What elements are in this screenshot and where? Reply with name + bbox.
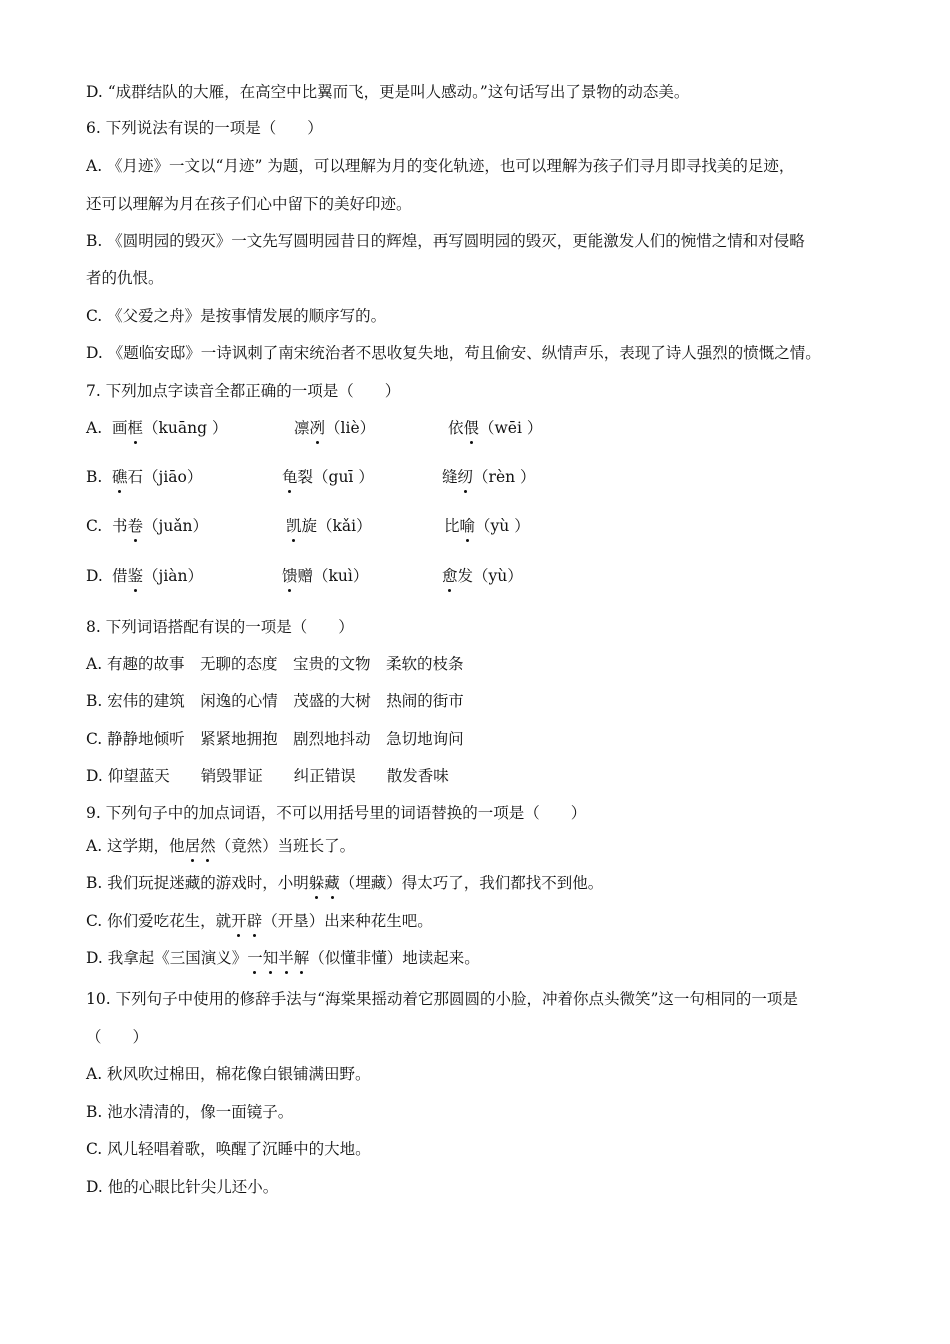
question-6-option-c: C. 《父爱之舟》是按事情发展的顺序写的。 (86, 307, 387, 325)
question-10-stem: 10. 下列句子中使用的修辞手法与“海棠果摇动着它那圆圆的小脸，冲着你点头微笑”这一句相同的一项是 (86, 990, 798, 1008)
option-label: B. (86, 468, 103, 486)
question-9-option-b: B. 我们玩捉迷藏的游戏时，小明躲藏（埋藏）得太巧了，我们都找不到他。 (86, 874, 604, 892)
word-2: 凛冽（liè） (294, 419, 376, 437)
question-6-option-d: D. 《题临安邸》一诗讽刺了南宋统治者不思收复失地，苟且偷安、纵情声乐，表现了诗人强烈的愤慨之情。 (86, 344, 821, 362)
dotted-char: 冽 (309, 419, 326, 437)
word-1: 书卷（juǎn） (112, 517, 209, 535)
dotted-char: 凯 (286, 517, 302, 535)
dotted-char: 开 (231, 912, 247, 930)
question-6-option-b: B. 《圆明园的毁灭》一文先写圆明园昔日的辉煌，再写圆明园的毁灭，更能激发人们的惋惜之情和对侵略 (86, 232, 805, 250)
question-6-option-a: A. 《月迹》一文以“月迹” 为题，可以理解为月的变化轨迹，也可以理解为孩子们寻月即寻找美的足迹， (86, 157, 795, 175)
dotted-char: 礁 (112, 468, 128, 486)
word-3: 依偎（wēi ） (448, 419, 543, 437)
dotted-char: 一 (247, 949, 263, 967)
dotted-char: 躲 (308, 874, 325, 892)
question-5-option-d: D. “成群结队的大雁，在高空中比翼而飞，更是叫人感动。”这句话写出了景物的动态美。 (86, 83, 690, 101)
dotted-char: 喻 (459, 517, 476, 535)
question-6-stem: 6. 下列说法有误的一项是（ ） (86, 119, 323, 137)
word-2: 馈赠（kuì） (282, 567, 369, 585)
question-8-option-a: A. 有趣的故事 无聊的态度 宝贵的文物 柔软的枝条 (86, 655, 464, 673)
word-3: 比喻（yù ） (444, 517, 530, 535)
question-9-option-d: D. 我拿起《三国演义》一知半解（似懂非懂）地读起来。 (86, 949, 480, 967)
dotted-word (309, 874, 340, 892)
question-10-option-d: D. 他的心眼比针尖儿还小。 (86, 1178, 279, 1196)
option-label: A. (86, 419, 103, 437)
dotted-char: 解 (293, 949, 310, 967)
dotted-char: 偎 (463, 419, 480, 437)
dotted-char: 框 (127, 419, 144, 437)
word-1: 礁石（jiāo） (112, 468, 203, 486)
question-9-stem: 9. 下列句子中的加点词语，不可以用括号里的词语替换的一项是（ ） (86, 804, 587, 822)
dotted-word (185, 837, 216, 855)
question-10-option-c: C. 风儿轻唱着歌，唤醒了沉睡中的大地。 (86, 1140, 371, 1158)
question-9-option-c: C. 你们爱吃花生，就开辟（开垦）出来种花生吧。 (86, 912, 433, 930)
question-8-option-b: B. 宏伟的建筑 闲逸的心情 茂盛的大树 热闹的街市 (86, 692, 464, 710)
question-6-option-b-cont: 者的仇恨。 (86, 269, 164, 287)
question-8-option-d: D. 仰望蓝天 销毁罪证 纠正错误 散发香味 (86, 767, 449, 785)
word-3: 愈发（yù） (442, 567, 523, 585)
dotted-char: 居 (184, 837, 201, 855)
question-7-stem: 7. 下列加点字读音全都正确的一项是（ ） (86, 382, 401, 400)
word-2: 龟裂（guī ） (282, 468, 374, 486)
question-10-option-a: A. 秋风吹过棉田，棉花像白银铺满田野。 (86, 1065, 371, 1083)
question-8-stem: 8. 下列词语搭配有误的一项是（ ） (86, 618, 354, 636)
question-10-option-b: B. 池水清清的，像一面镜子。 (86, 1103, 294, 1121)
option-label: C. (86, 517, 103, 535)
dotted-char: 鉴 (127, 567, 144, 585)
question-10-stem-cont: （ ） (86, 1028, 149, 1046)
word-1: 画框（kuāng ） (112, 419, 228, 437)
dotted-char: 纫 (457, 468, 474, 486)
dotted-word (247, 949, 309, 967)
dotted-char: 馈 (282, 567, 298, 585)
word-2: 凯旋（kǎi） (286, 517, 372, 535)
word-3: 缝纫（rèn ） (442, 468, 536, 486)
question-9-option-a: A. 这学期，他居然（竟然）当班长了。 (86, 837, 356, 855)
question-8-option-c: C. 静静地倾听 紧紧地拥抱 剧烈地抖动 急切地询问 (86, 730, 464, 748)
option-label: D. (86, 567, 103, 585)
dotted-char: 龟 (282, 468, 298, 486)
dotted-char: 愈 (442, 567, 458, 585)
dotted-char: 藏 (324, 874, 340, 892)
dotted-word (231, 912, 262, 930)
dotted-char: 知 (262, 949, 279, 967)
dotted-char: 半 (278, 949, 294, 967)
question-6-option-a-cont: 还可以理解为月在孩子们心中留下的美好印迹。 (86, 195, 412, 213)
dotted-char: 卷 (127, 517, 144, 535)
dotted-char: 然 (200, 837, 216, 855)
word-1: 借鉴（jiàn） (112, 567, 204, 585)
dotted-char: 辟 (246, 912, 263, 930)
